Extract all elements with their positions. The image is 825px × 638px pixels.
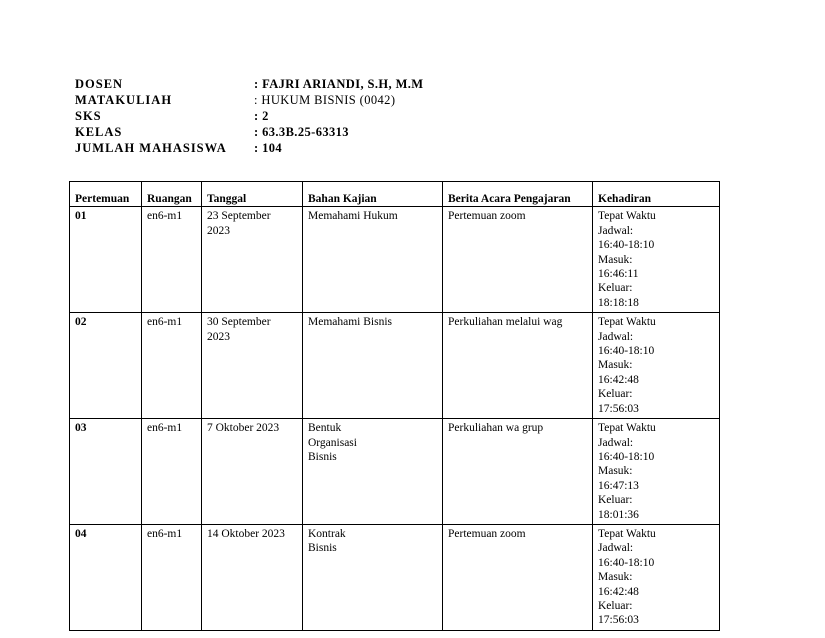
cell-ruangan: en6-m1 xyxy=(142,313,202,419)
cell-bahan-kajian: Memahami Hukum xyxy=(303,207,443,313)
info-label: DOSEN xyxy=(75,77,124,91)
info-label: JUMLAH MAHASISWA xyxy=(75,141,227,155)
info-row-dosen xyxy=(75,75,424,91)
table-row xyxy=(70,207,720,313)
cell-tanggal: 14 Oktober 2023 xyxy=(202,524,303,630)
cell-pertemuan: 03 xyxy=(70,419,142,525)
header-tanggal: Tanggal xyxy=(202,182,303,207)
cell-ruangan: en6-m1 xyxy=(142,419,202,525)
table-header-row xyxy=(70,182,720,207)
cell-bahan-kajian: Memahami Bisnis xyxy=(303,313,443,419)
cell-bahan-kajian: Kontrak Bisnis xyxy=(303,524,443,630)
info-row-matakuliah xyxy=(75,91,424,107)
cell-pertemuan: 04 xyxy=(70,524,142,630)
course-info xyxy=(75,75,424,155)
info-value: : 2 xyxy=(254,109,269,123)
header-bahan-kajian: Bahan Kajian xyxy=(303,182,443,207)
header-berita-acara: Berita Acara Pengajaran xyxy=(443,182,593,207)
info-value: : 63.3B.25-63313 xyxy=(254,125,349,139)
cell-tanggal: 23 September 2023 xyxy=(202,207,303,313)
header-kehadiran: Kehadiran xyxy=(593,182,720,207)
cell-kehadiran: Tepat Waktu Jadwal: 16:40-18:10 Masuk: 16:47:13 Keluar: 18:01:36 xyxy=(593,419,720,525)
cell-ruangan: en6-m1 xyxy=(142,524,202,630)
info-row-kelas xyxy=(75,123,424,139)
info-row-sks xyxy=(75,107,424,123)
cell-berita-acara: Perkuliahan wa grup xyxy=(443,419,593,525)
info-value: : 104 xyxy=(254,141,283,155)
info-label: SKS xyxy=(75,109,102,123)
cell-bahan-kajian: Bentuk Organisasi Bisnis xyxy=(303,419,443,525)
cell-berita-acara: Pertemuan zoom xyxy=(443,524,593,630)
attendance-table xyxy=(69,181,720,631)
cell-kehadiran: Tepat Waktu Jadwal: 16:40-18:10 Masuk: 16:42:48 Keluar: 17:56:03 xyxy=(593,524,720,630)
header-pertemuan: Pertemuan xyxy=(70,182,142,207)
info-value: : HUKUM BISNIS (0042) xyxy=(254,93,396,107)
cell-pertemuan: 01 xyxy=(70,207,142,313)
cell-berita-acara: Perkuliahan melalui wag xyxy=(443,313,593,419)
cell-kehadiran: Tepat Waktu Jadwal: 16:40-18:10 Masuk: 16:42:48 Keluar: 17:56:03 xyxy=(593,313,720,419)
table-row xyxy=(70,524,720,630)
cell-berita-acara: Pertemuan zoom xyxy=(443,207,593,313)
cell-ruangan: en6-m1 xyxy=(142,207,202,313)
table-row xyxy=(70,419,720,525)
info-value: : FAJRI ARIANDI, S.H, M.M xyxy=(254,77,424,91)
table-row xyxy=(70,313,720,419)
info-row-jumlah-mahasiswa xyxy=(75,139,424,155)
info-label: MATAKULIAH xyxy=(75,93,173,107)
header-ruangan: Ruangan xyxy=(142,182,202,207)
cell-pertemuan: 02 xyxy=(70,313,142,419)
info-label: KELAS xyxy=(75,125,123,139)
cell-tanggal: 30 September 2023 xyxy=(202,313,303,419)
cell-kehadiran: Tepat Waktu Jadwal: 16:40-18:10 Masuk: 16:46:11 Keluar: 18:18:18 xyxy=(593,207,720,313)
cell-tanggal: 7 Oktober 2023 xyxy=(202,419,303,525)
